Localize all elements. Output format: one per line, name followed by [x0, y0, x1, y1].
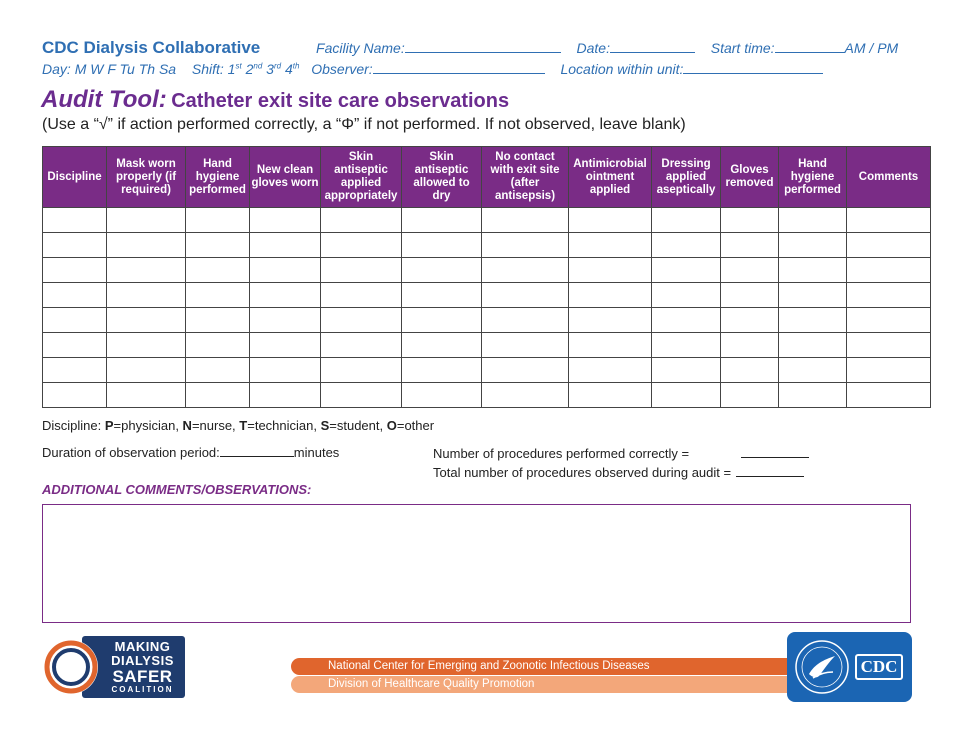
table-cell[interactable]	[569, 208, 652, 233]
table-cell[interactable]	[402, 208, 482, 233]
table-cell[interactable]	[43, 233, 107, 258]
additional-comments-box[interactable]	[42, 504, 911, 623]
table-cell[interactable]	[250, 383, 321, 408]
table-cell[interactable]	[107, 208, 186, 233]
table-cell[interactable]	[43, 283, 107, 308]
table-cell[interactable]	[569, 358, 652, 383]
table-cell[interactable]	[402, 358, 482, 383]
table-cell[interactable]	[186, 333, 250, 358]
table-cell[interactable]	[569, 333, 652, 358]
table-cell[interactable]	[569, 283, 652, 308]
start-time-label: Start time:	[710, 40, 775, 56]
procedures-total-label: Total number of procedures observed during audit =	[433, 465, 732, 480]
table-cell[interactable]	[721, 383, 779, 408]
table-cell[interactable]	[569, 233, 652, 258]
division-banner: Division of Healthcare Quality Promotion	[291, 676, 799, 693]
table-cell[interactable]	[186, 308, 250, 333]
audit-subtitle: Catheter exit site care observations	[171, 90, 510, 112]
table-cell[interactable]	[321, 258, 402, 283]
observation-table	[42, 146, 931, 408]
table-cell[interactable]	[250, 308, 321, 333]
table-cell[interactable]	[43, 358, 107, 383]
national-center-banner: National Center for Emerging and Zoonotic Infectious Diseases	[291, 658, 799, 675]
table-cell[interactable]	[847, 258, 931, 283]
duration-line	[42, 444, 339, 460]
observer-field[interactable]	[373, 61, 545, 74]
table-cell[interactable]	[186, 283, 250, 308]
table-cell[interactable]	[250, 233, 321, 258]
table-cell[interactable]	[43, 333, 107, 358]
header-line-1	[42, 38, 898, 58]
table-cell[interactable]	[721, 358, 779, 383]
table-cell[interactable]	[847, 383, 931, 408]
table-cell[interactable]	[652, 358, 721, 383]
table-row	[43, 383, 931, 408]
column-header: Gloves removed	[721, 147, 779, 208]
table-cell[interactable]	[779, 208, 847, 233]
instructions: (Use a “√” if action performed correctly, a “Φ” if not performed. If not observed, leave blank)	[42, 116, 686, 133]
table-cell[interactable]	[482, 358, 569, 383]
column-header: Skin antiseptic allowed to dry	[402, 147, 482, 208]
table-cell[interactable]	[721, 233, 779, 258]
facility-name-field[interactable]	[405, 40, 561, 53]
procedures-correct-field[interactable]	[741, 445, 809, 458]
circular-arrows-icon	[42, 638, 100, 696]
table-cell[interactable]	[186, 358, 250, 383]
table-row	[43, 208, 931, 233]
column-header: Skin antiseptic applied appropriately	[321, 147, 402, 208]
table-cell[interactable]	[250, 283, 321, 308]
column-header: Hand hygiene performed	[779, 147, 847, 208]
cdc-logo-block	[787, 632, 912, 702]
table-row	[43, 308, 931, 333]
table-cell[interactable]	[107, 308, 186, 333]
procedure-counts	[433, 444, 809, 482]
table-cell[interactable]	[482, 233, 569, 258]
table-cell[interactable]	[482, 208, 569, 233]
table-cell[interactable]	[569, 383, 652, 408]
table-cell[interactable]	[847, 333, 931, 358]
table-cell[interactable]	[321, 308, 402, 333]
day-label: Day:	[42, 61, 71, 77]
table-cell[interactable]	[43, 383, 107, 408]
table-cell[interactable]	[107, 383, 186, 408]
table-cell[interactable]	[186, 258, 250, 283]
table-cell[interactable]	[402, 258, 482, 283]
table-cell[interactable]	[779, 233, 847, 258]
table-cell[interactable]	[402, 308, 482, 333]
audit-heading	[41, 86, 509, 114]
table-cell[interactable]	[43, 208, 107, 233]
day-options: M W F Tu Th Sa	[74, 61, 177, 77]
procedures-total-field[interactable]	[736, 464, 804, 477]
table-cell[interactable]	[652, 233, 721, 258]
table-header-row	[43, 147, 931, 208]
table-cell[interactable]	[107, 333, 186, 358]
table-cell[interactable]	[847, 208, 931, 233]
duration-field[interactable]	[220, 444, 294, 457]
table-cell[interactable]	[847, 308, 931, 333]
table-cell[interactable]	[107, 233, 186, 258]
additional-comments-label: ADDITIONAL COMMENTS/OBSERVATIONS:	[42, 482, 312, 497]
making-dialysis-safer-logo	[42, 636, 187, 698]
column-header: Mask worn properly (if required)	[107, 147, 186, 208]
audit-title: Audit Tool:	[41, 86, 167, 113]
table-cell[interactable]	[779, 308, 847, 333]
table-cell[interactable]	[186, 208, 250, 233]
column-header: No contact with exit site (after antisepsis)	[482, 147, 569, 208]
discipline-legend: Discipline: P=physician, N=nurse, T=technician, S=student, O=other	[42, 418, 435, 433]
start-time-field[interactable]	[775, 40, 845, 53]
table-cell[interactable]	[847, 358, 931, 383]
table-cell[interactable]	[250, 333, 321, 358]
table-cell[interactable]	[482, 383, 569, 408]
table-cell[interactable]	[321, 208, 402, 233]
table-cell[interactable]	[482, 333, 569, 358]
table-cell[interactable]	[779, 333, 847, 358]
table-cell[interactable]	[721, 333, 779, 358]
table-cell[interactable]	[652, 283, 721, 308]
table-cell[interactable]	[250, 358, 321, 383]
table-cell[interactable]	[482, 258, 569, 283]
table-cell[interactable]	[186, 233, 250, 258]
table-cell[interactable]	[321, 283, 402, 308]
table-cell[interactable]	[482, 283, 569, 308]
table-cell[interactable]	[721, 208, 779, 233]
mds-plate: MAKING DIALYSIS SAFER COALITION	[82, 636, 185, 698]
table-cell[interactable]	[402, 283, 482, 308]
table-cell[interactable]	[847, 283, 931, 308]
date-field[interactable]	[610, 40, 695, 53]
table-cell[interactable]	[779, 283, 847, 308]
table-cell[interactable]	[652, 208, 721, 233]
column-header: Hand hygiene performed	[186, 147, 250, 208]
table-cell[interactable]	[482, 308, 569, 333]
table-cell[interactable]	[107, 283, 186, 308]
table-cell[interactable]	[107, 358, 186, 383]
table-cell[interactable]	[321, 358, 402, 383]
table-cell[interactable]	[43, 308, 107, 333]
location-label: Location within unit:	[560, 61, 684, 77]
table-row	[43, 258, 931, 283]
table-cell[interactable]	[402, 333, 482, 358]
location-field[interactable]	[683, 61, 823, 74]
table-cell[interactable]	[779, 258, 847, 283]
shift-4: 4th	[284, 61, 300, 77]
table-cell[interactable]	[250, 208, 321, 233]
shift-1: 1st	[227, 61, 242, 77]
column-header: New clean gloves worn	[250, 147, 321, 208]
observer-label: Observer:	[311, 61, 373, 77]
table-cell[interactable]	[321, 333, 402, 358]
table-cell[interactable]	[250, 258, 321, 283]
table-row	[43, 358, 931, 383]
table-row	[43, 283, 931, 308]
table-row	[43, 333, 931, 358]
table-cell[interactable]	[652, 308, 721, 333]
table-cell[interactable]	[779, 358, 847, 383]
cdc-wordmark: CDC	[855, 654, 903, 680]
table-cell[interactable]	[402, 383, 482, 408]
column-header: Dressing applied aseptically	[652, 147, 721, 208]
table-cell[interactable]	[569, 308, 652, 333]
table-cell[interactable]	[569, 258, 652, 283]
table-cell[interactable]	[652, 333, 721, 358]
shift-2: 2nd	[245, 61, 263, 77]
shift-label: Shift:	[191, 61, 224, 77]
column-header: Antimicrobial ointment applied	[569, 147, 652, 208]
table-row	[43, 233, 931, 258]
date-label: Date:	[576, 40, 610, 56]
form-title: CDC Dialysis Collaborative	[42, 38, 261, 57]
column-header: Discipline	[43, 147, 107, 208]
table-cell[interactable]	[107, 258, 186, 283]
table-cell[interactable]	[721, 283, 779, 308]
table-cell[interactable]	[847, 233, 931, 258]
hhs-eagle-seal-icon	[793, 638, 851, 696]
table-cell[interactable]	[721, 258, 779, 283]
table-cell[interactable]	[321, 383, 402, 408]
duration-unit: minutes	[293, 445, 340, 460]
table-cell[interactable]	[402, 233, 482, 258]
table-cell[interactable]	[721, 308, 779, 333]
am-pm-label: AM / PM	[844, 40, 899, 56]
column-header: Comments	[847, 147, 931, 208]
table-cell[interactable]	[652, 383, 721, 408]
table-cell[interactable]	[652, 258, 721, 283]
table-cell[interactable]	[779, 383, 847, 408]
procedures-correct-label: Number of procedures performed correctly =	[433, 446, 690, 461]
duration-label: Duration of observation period:	[42, 445, 220, 460]
table-cell[interactable]	[321, 233, 402, 258]
header-line-2	[42, 61, 823, 77]
shift-3: 3rd	[266, 61, 282, 77]
table-cell[interactable]	[186, 383, 250, 408]
table-cell[interactable]	[43, 258, 107, 283]
facility-label: Facility Name:	[316, 40, 405, 56]
